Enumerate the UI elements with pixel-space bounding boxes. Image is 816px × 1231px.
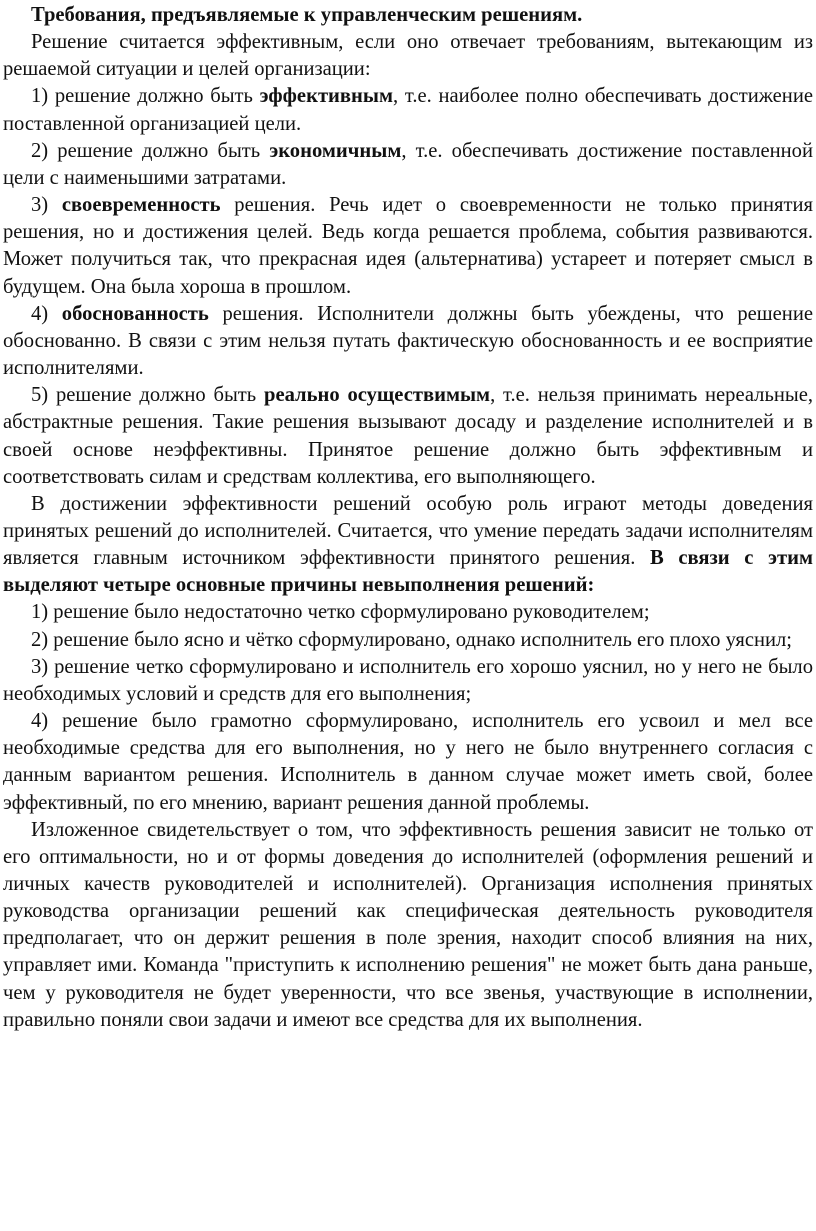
requirement-2-term: экономичным [269,139,402,162]
requirement-4-term: обоснованность [61,302,209,325]
methods-text: В достижении эффективности решений особую роль играют методы доведения принятых решений до исполнителей. Считается, что умение передать задачи исполнителям является главным источником эффективности принятого решения. [3,492,813,570]
requirement-1-suffix: , т.е. наиболее полно обеспечивать достижение поставленной организацией цели. [3,85,813,135]
requirement-2 [3,138,813,192]
requirement-5-term: реально осуществимым [263,384,491,407]
reason-2: 2) решение было ясно и чётко сформулировано, однако исполнитель его плохо уяснил; [31,628,793,651]
intro-paragraph: Решение считается эффективным, если оно отвечает требованиям, вытекающим из решаемой ситуации и целей организации: [3,31,813,81]
methods-bold-statement: В связи с этим выделяют четыре основные причины невыполнения решений: [3,547,813,597]
requirement-5-prefix: 5) решение должно быть [31,384,264,407]
requirement-3-suffix: решения. Речь идет о своевременности не только принятия решения, но и достижения целей. Ведь когда решается проблема, события развиваются. Может получиться так, что прекрасная идея (альтернатива) устареет и потеряет смысл в будущем. Она была хороша в прошлом. [3,194,813,298]
reason-4: 4) решение было грамотно сформулировано, исполнитель его усвоил и мел все необходимые средства для его выполнения, но у него не было внутреннего согласия с данным вариантом решения. Исполнитель в данном случае может иметь свой, более эффективный, по его мнению, вариант решения данной проблемы. [3,710,813,814]
requirement-3-term: своевременность [61,194,221,217]
requirement-2-prefix: 2) решение должно быть [31,139,270,162]
requirement-4 [3,301,813,382]
requirement-1 [3,83,813,137]
requirement-5 [3,382,813,491]
section-title: Требования, предъявляемые к управленческим решениям. [31,4,583,26]
requirement-3 [3,192,813,301]
requirement-3-prefix: 3) [31,194,62,217]
requirement-1-prefix: 1) решение должно быть [31,85,260,108]
conclusion-paragraph: Изложенное свидетельствует о том, что эффективность решения зависит не только от его оптимальности, но и от формы доведения до исполнителей (оформления решений и личных качеств руководителей и исполнителей). Организация исполнения принятых руководства организации решений как специфическая деятельность руководителя предполагает, что он держит решения в поле зрения, находит способ влияния на них, управляет ими. Команда "приступить к исполнению решения" не может быть дана раньше, чем у руководителя не будет уверенности, что все звенья, участвующие в исполнении, правильно поняли свои задачи и имеют все средства для их выполнения. [3,818,813,1031]
requirement-1-term: эффективным [259,85,394,108]
reason-3: 3) решение четко сформулировано и исполнитель его хорошо уяснил, но у него не было необходимых условий и средств для его выполнения; [3,655,813,705]
requirement-5-suffix: , т.е. нельзя принимать нереальные, абстрактные решения. Такие решения вызывают досаду и разделение исполнителей и в своей основе неэффективны. Принятое решение должно быть эффективным и соответствовать силам и средствам коллектива, его выполняющего. [3,384,813,488]
requirement-2-suffix: , т.е. обеспечивать достижение поставленной цели с наименьшими затратами. [3,139,813,189]
reason-1: 1) решение было недостаточно четко сформулировано руководителем; [31,601,650,624]
requirement-4-suffix: решения. Исполнители должны быть убеждены, что решение обоснованно. В связи с этим нельзя путать фактическую обоснованность и ее восприятие исполнителями. [3,302,813,380]
methods-paragraph [3,491,813,600]
requirement-4-prefix: 4) [31,302,62,325]
